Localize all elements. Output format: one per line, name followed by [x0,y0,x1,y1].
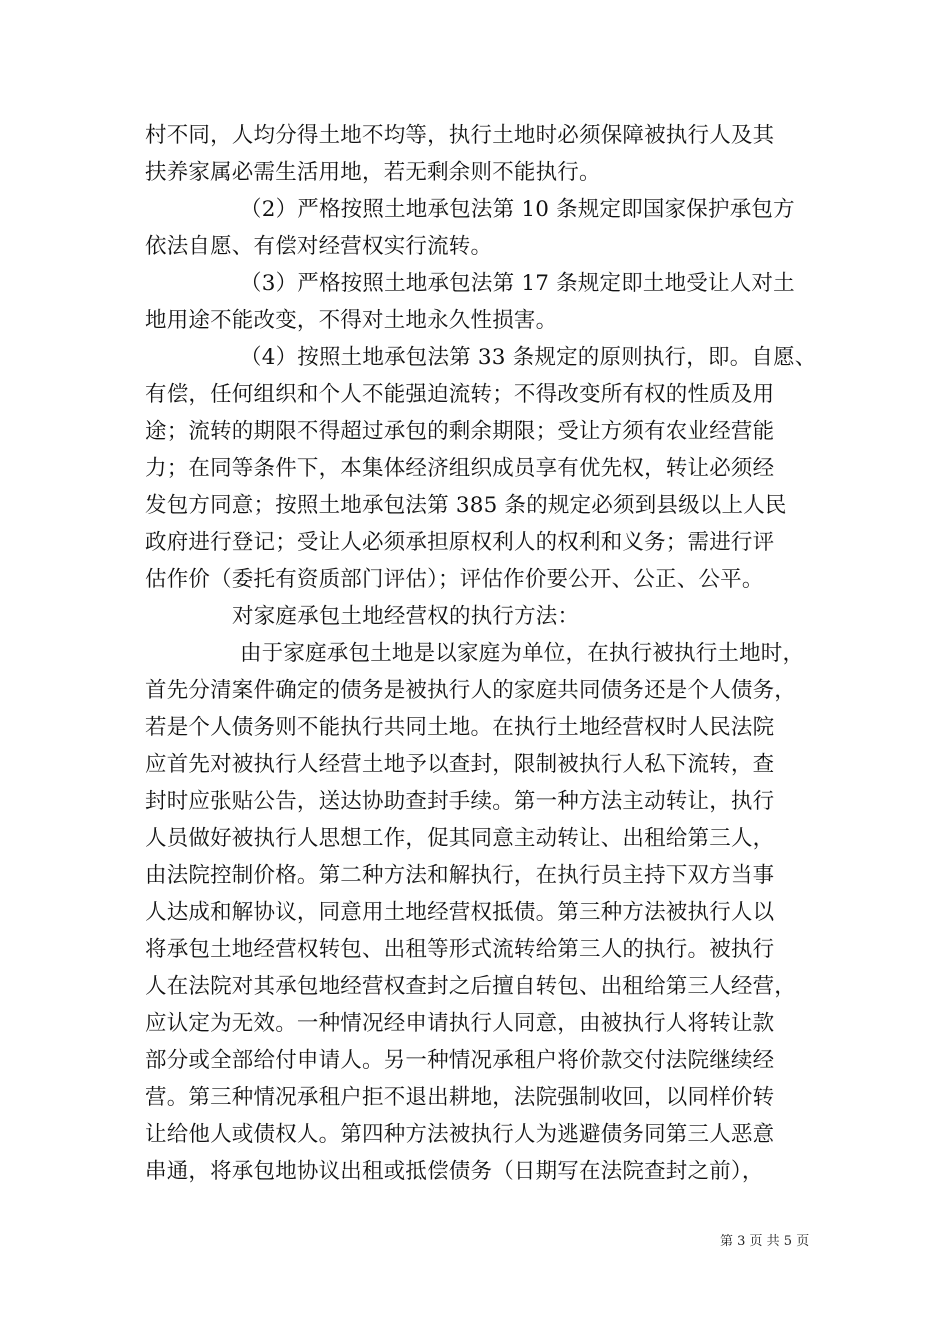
text-line: 封时应张贴公告，送达协助查封手续。第一种方法主动转让，执行 [145,789,775,814]
text-line: 途；流转的期限不得超过承包的剩余期限；受让方须有农业经营能 [145,419,775,444]
text-line: 让给他人或债权人。第四种方法被执行人为逃避债务同第三人恶意 [145,1122,775,1147]
text-line: 将承包土地经营权转包、出租等形式流转给第三人的执行。被执行 [145,937,775,962]
text-line: 应首先对被执行人经营土地予以查封，限制被执行人私下流转，查 [145,752,775,777]
text-line: 营。第三种情况承租户拒不退出耕地，法院强制收回，以同样价转 [145,1085,775,1110]
text-line: 由法院控制价格。第二种方法和解执行，在执行员主持下双方当事 [145,863,775,888]
text-line: （2）严格按照土地承包法第 10 条规定即国家保护承包方 [240,197,795,222]
text-line: 人达成和解协议，同意用土地经营权抵债。第三种方法被执行人以 [145,900,775,925]
text-line: 估作价（委托有资质部门评估）；评估作价要公开、公正、公平。 [145,567,764,592]
text-line: 人在法院对其承包地经营权查封之后擅自转包、出租给第三人经营， [145,974,797,999]
text-line: 若是个人债务则不能执行共同土地。在执行土地经营权时人民法院 [145,715,775,740]
text-line: （3）严格按照土地承包法第 17 条规定即土地受让人对土 [240,271,795,296]
text-line: 串通，将承包地协议出租或抵偿债务（日期写在法院查封之前）， [145,1159,764,1184]
text-line: 村不同，人均分得土地不均等，执行土地时必须保障被执行人及其 [145,123,775,148]
text-line: 应认定为无效。一种情况经申请执行人同意，由被执行人将转让款 [145,1011,775,1036]
page-number: 第 3 页 共 5 页 [720,1234,810,1249]
text-line: 有偿，任何组织和个人不能强迫流转；不得改变所有权的性质及用 [145,382,775,407]
text-line: 地用途不能改变，不得对土地永久性损害。 [145,308,558,333]
text-line: 由于家庭承包土地是以家庭为单位，在执行被执行土地时， [240,641,805,666]
section-heading: 对家庭承包土地经营权的执行方法： [232,604,580,629]
text-line: 部分或全部给付申请人。另一种情况承租户将价款交付法院继续经 [145,1048,775,1073]
text-line: 扶养家属必需生活用地，若无剩余则不能执行。 [145,160,601,185]
text-line: 人员做好被执行人思想工作，促其同意主动转让、出租给第三人， [145,826,775,851]
text-line: 力；在同等条件下，本集体经济组织成员享有优先权，转让必须经 [145,456,775,481]
text-line: （4）按照土地承包法第 33 条规定的原则执行，即。自愿、 [240,345,817,370]
text-line: 政府进行登记；受让人必须承担原权利人的权利和义务；需进行评 [145,530,775,555]
text-line: 发包方同意；按照土地承包法第 385 条的规定必须到县级以上人民 [145,493,787,518]
text-line: 依法自愿、有偿对经营权实行流转。 [145,234,493,259]
text-line: 首先分清案件确定的债务是被执行人的家庭共同债务还是个人债务， [145,678,797,703]
